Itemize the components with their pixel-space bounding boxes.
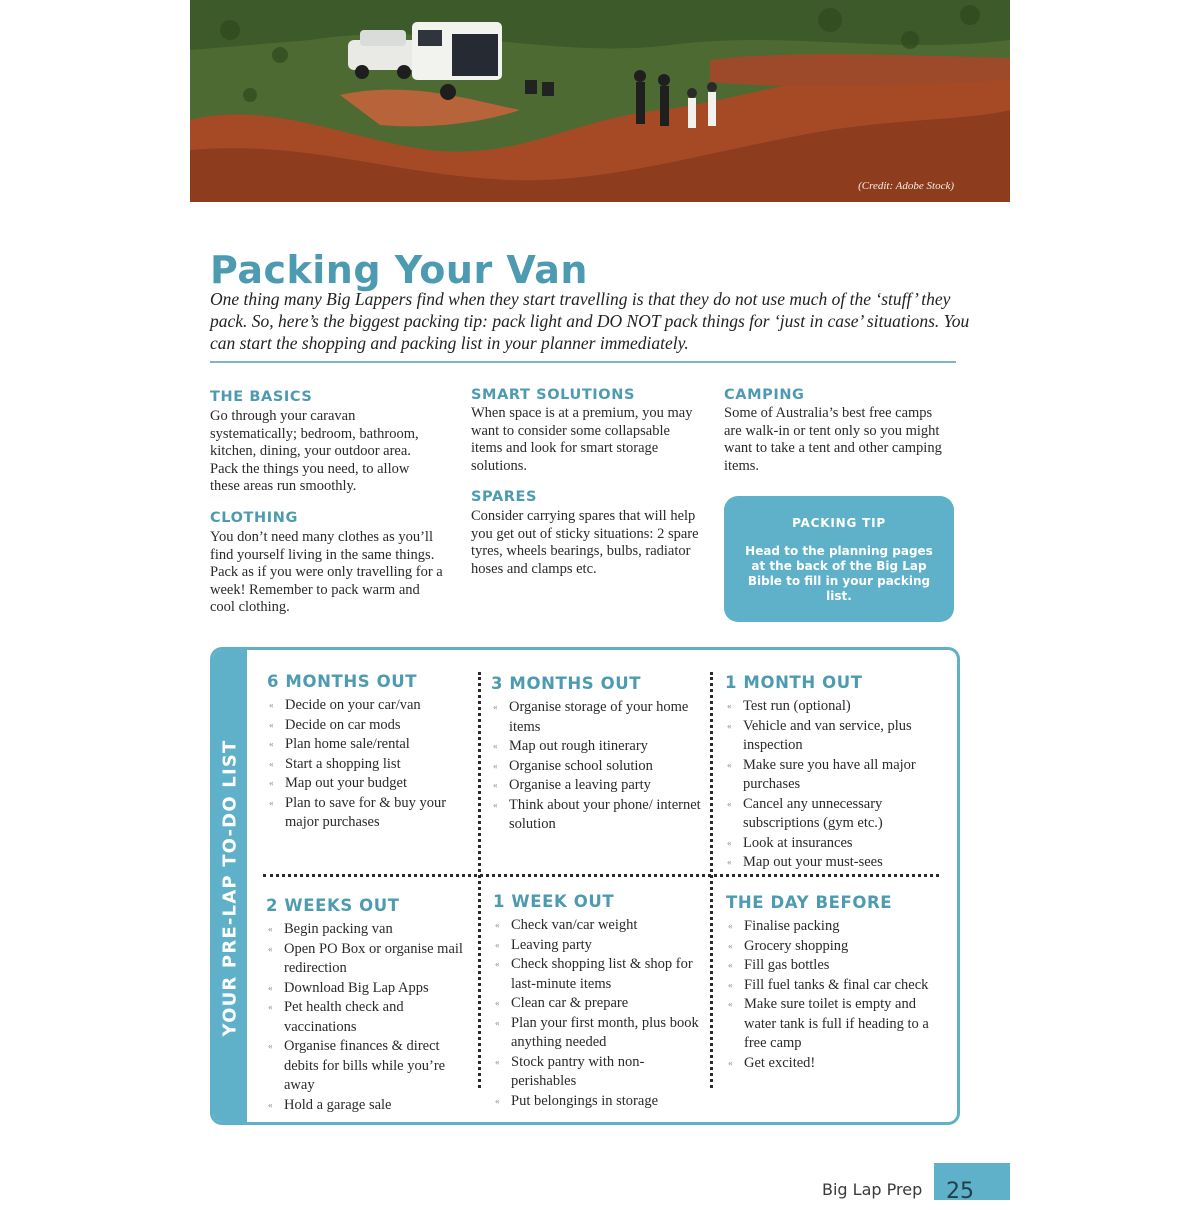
todo-item: « Check shopping list & shop for last-minute items (493, 955, 705, 994)
todo-column-heading: 1 MONTH OUT (725, 673, 863, 692)
todo-item: « Hold a garage sale (266, 1096, 470, 1116)
todo-item: « Map out rough itinerary (491, 737, 703, 757)
page-title: Packing Your Van (210, 248, 588, 292)
todo-item: « Organise storage of your home items (491, 698, 703, 737)
todo-item: « Finalise packing (726, 917, 932, 937)
todo-item: « Look at insurances (725, 834, 931, 854)
todo-band-label: YOUR PRE-LAP TO-DO LIST (219, 739, 241, 1037)
todo-item: « Map out your budget (267, 774, 467, 794)
todo-item: « Test run (optional) (725, 697, 931, 717)
todo-item: « Think about your phone/ internet solution (491, 796, 703, 835)
todo-item: « Start a shopping list (267, 755, 467, 775)
todo-column-heading: 6 MONTHS OUT (267, 672, 418, 691)
todo-item: « Organise finances & direct debits for bills while you’re away (266, 1037, 470, 1096)
spares-heading: SPARES (471, 489, 538, 505)
column-divider-left (478, 672, 481, 1088)
todo-item: « Organise a leaving party (491, 776, 703, 796)
todo-item: « Clean car & prepare (493, 994, 705, 1014)
todo-2-weeks-out (266, 896, 470, 1115)
todo-column-heading: 2 WEEKS OUT (266, 896, 400, 915)
intro-paragraph: One thing many Big Lappers find when they start travelling is that they do not use much of the ‘stuff’ they pack. So, here’s the biggest packing tip: pack light and DO NOT pack things for ‘just in case’ situations. You can start the shopping and packing list in your planner immediately. (210, 289, 970, 353)
todo-3-months-out (491, 674, 703, 835)
todo-item: « Make sure you have all major purchases (725, 756, 931, 795)
page-number: 25 (934, 1163, 1010, 1200)
smart-solutions-text: When space is at a premium, you may want to consider some collapsable items and look for smart storage solutions. (471, 405, 693, 474)
todo-side-band (213, 650, 247, 1122)
todo-6-months-out (267, 672, 467, 833)
todo-item: « Vehicle and van service, plus inspection (725, 717, 931, 756)
todo-item: « Get excited! (726, 1054, 932, 1074)
packing-tip-text: Head to the planning pages at the back of the Big Lap Bible to fill in your packing list. (745, 544, 933, 603)
smart-solutions-heading: SMART SOLUTIONS (471, 387, 636, 403)
todo-item: « Decide on your car/van (267, 696, 467, 716)
todo-item: « Plan home sale/rental (267, 735, 467, 755)
todo-column-heading: THE DAY BEFORE (726, 893, 893, 912)
basics-text: Go through your caravan systematically; bedroom, bathroom, kitchen, dining, your outdoor area. Pack the things you need, to allow these areas run smoothly. (210, 408, 419, 494)
todo-item: « Stock pantry with non-perishables (493, 1053, 705, 1092)
todo-the-day-before (726, 893, 932, 1073)
todo-item: « Fill gas bottles (726, 956, 932, 976)
spares-text: Consider carrying spares that will help you get out of sticky situations: 2 spare tyres, wheels bearings, bulbs, radiator hoses and clamps etc. (471, 508, 699, 577)
todo-item: « Organise school solution (491, 757, 703, 777)
column-divider-right (710, 672, 713, 1088)
todo-item: « Check van/car weight (493, 916, 705, 936)
todo-item: « Pet health check and vaccinations (266, 998, 470, 1037)
todo-item: « Fill fuel tanks & final car check (726, 976, 932, 996)
hero-photo (190, 0, 1010, 202)
hero-illustration (190, 0, 1010, 202)
todo-item: « Cancel any unnecessary subscriptions (gym etc.) (725, 795, 931, 834)
todo-item: « Plan to save for & buy your major purchases (267, 794, 467, 833)
camping-heading: CAMPING (724, 387, 805, 403)
todo-item: « Open PO Box or organise mail redirection (266, 940, 470, 979)
row-divider (263, 874, 939, 877)
packing-tip-title: PACKING TIP (792, 516, 886, 530)
clothing-text: You don’t need many clothes as you’ll find yourself living in the same things. Pack as if you were only travelling for a week! Remember to pack warm and cool clothing. (210, 529, 443, 615)
todo-item: « Grocery shopping (726, 937, 932, 957)
todo-item: « Leaving party (493, 936, 705, 956)
camping-text: Some of Australia’s best free camps are walk-in or tent only so you might want to take a tent and other camping items. (724, 405, 942, 474)
todo-1-week-out (493, 892, 705, 1111)
photo-credit: (Credit: Adobe Stock) (858, 180, 954, 192)
basics-heading: THE BASICS (210, 389, 313, 405)
todo-item: « Put belongings in storage (493, 1092, 705, 1112)
todo-column-heading: 3 MONTHS OUT (491, 674, 642, 693)
magazine-page (190, 0, 1010, 1204)
intro-divider (210, 361, 956, 363)
todo-item: « Begin packing van (266, 920, 470, 940)
todo-item: « Make sure toilet is empty and water tank is full if heading to a free camp (726, 995, 932, 1054)
todo-1-month-out (725, 673, 931, 873)
todo-item: « Plan your first month, plus book anything needed (493, 1014, 705, 1053)
clothing-heading: CLOTHING (210, 510, 298, 526)
todo-item: « Download Big Lap Apps (266, 979, 470, 999)
todo-item: « Decide on car mods (267, 716, 467, 736)
todo-column-heading: 1 WEEK OUT (493, 892, 615, 911)
section-label: Big Lap Prep (822, 1180, 923, 1199)
todo-item: « Map out your must-sees (725, 853, 931, 873)
pre-lap-todo-list (210, 647, 960, 1125)
packing-tip-box (724, 496, 954, 622)
